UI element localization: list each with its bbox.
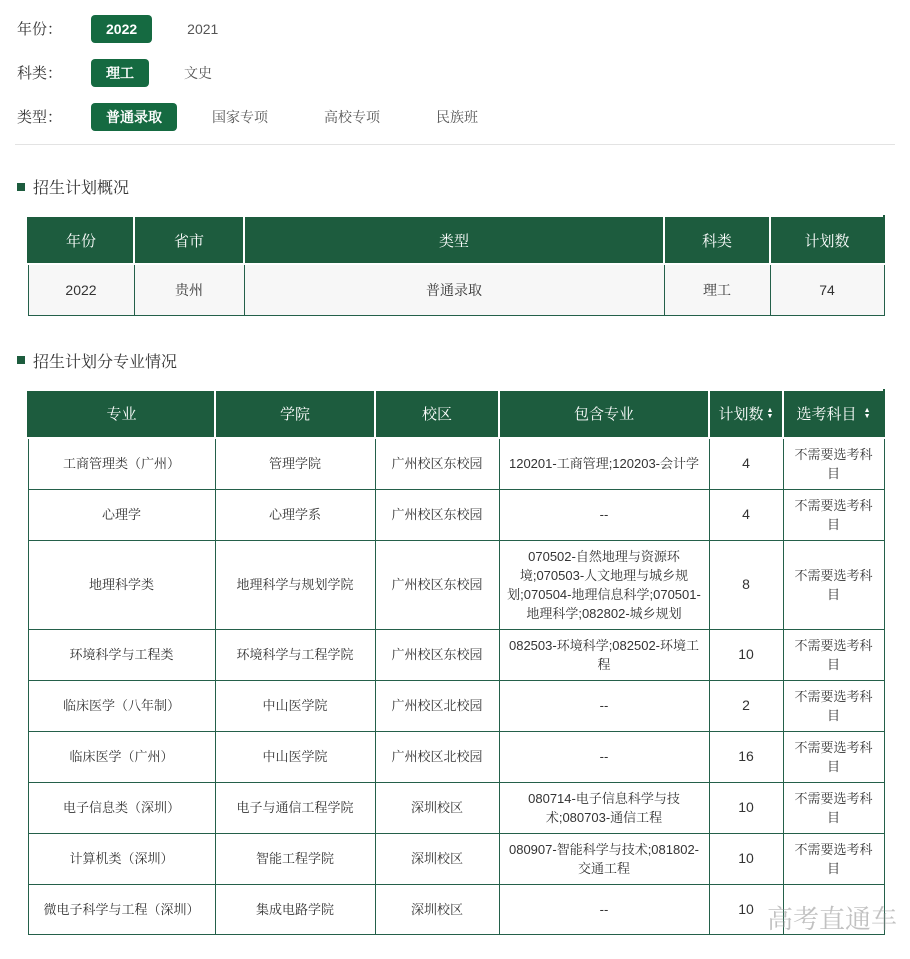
- category-filter-label: 科类：: [17, 65, 63, 82]
- cell-college: 管理学院: [215, 438, 375, 490]
- cell-campus: 广州校区东校园: [375, 540, 499, 629]
- table-row: [28, 489, 884, 540]
- table-row: [28, 731, 884, 782]
- cell-plan-count: 4: [709, 489, 783, 540]
- cell-campus: 深圳校区: [375, 782, 499, 833]
- cell-college: 中山医学院: [215, 731, 375, 782]
- majors-header-college: 学院: [215, 390, 375, 438]
- cell-exam-subjects: 不需要选考科目: [783, 438, 884, 490]
- filter-option-minority-class[interactable]: 民族班: [421, 103, 493, 131]
- summary-cell-province: 贵州: [134, 264, 244, 315]
- summary-table-row: [28, 264, 884, 315]
- cell-included-majors: --: [499, 731, 709, 782]
- square-bullet-icon: [17, 356, 25, 364]
- cell-plan-count: 10: [709, 884, 783, 934]
- majors-header-exam-subjects-label: 选考科目: [796, 406, 857, 423]
- cell-campus: 广州校区北校园: [375, 731, 499, 782]
- cell-included-majors: 080907-智能科学与技术;081802-交通工程: [499, 833, 709, 884]
- summary-header-type: 类型: [244, 216, 664, 264]
- majors-header-major: 专业: [28, 390, 215, 438]
- cell-major: 临床医学（广州）: [28, 731, 215, 782]
- table-row: [28, 680, 884, 731]
- table-row: [28, 438, 884, 490]
- summary-cell-year: 2022: [28, 264, 134, 315]
- summary-header-year: 年份: [28, 216, 134, 264]
- filter-row-category: [17, 56, 910, 89]
- table-row: [28, 540, 884, 629]
- filter-option-liberal-arts[interactable]: 文史: [169, 59, 227, 87]
- cell-plan-count: 10: [709, 782, 783, 833]
- cell-plan-count: 2: [709, 680, 783, 731]
- cell-exam-subjects: 不需要选考科目: [783, 680, 884, 731]
- majors-header-exam-subjects-sort[interactable]: [783, 390, 884, 438]
- majors-header-included-majors: 包含专业: [499, 390, 709, 438]
- cell-included-majors: --: [499, 680, 709, 731]
- cell-major: 地理科学类: [28, 540, 215, 629]
- cell-included-majors: 120201-工商管理;120203-会计学: [499, 438, 709, 490]
- cell-major: 计算机类（深圳）: [28, 833, 215, 884]
- site-watermark: 高考直通车: [767, 904, 898, 934]
- cell-major: 工商管理类（广州）: [28, 438, 215, 490]
- cell-plan-count: 10: [709, 629, 783, 680]
- cell-college: 环境科学与工程学院: [215, 629, 375, 680]
- majors-section-title: [17, 349, 910, 372]
- cell-exam-subjects: 不需要选考科目: [783, 782, 884, 833]
- cell-included-majors: 082503-环境科学;082502-环境工程: [499, 629, 709, 680]
- cell-college: 中山医学院: [215, 680, 375, 731]
- cell-plan-count: 4: [709, 438, 783, 490]
- filter-row-year: [17, 12, 910, 45]
- cell-campus: 广州校区东校园: [375, 489, 499, 540]
- majors-header-campus: 校区: [375, 390, 499, 438]
- table-row: [28, 782, 884, 833]
- filter-option-regular-admission[interactable]: 普通录取: [91, 103, 177, 131]
- filter-option-science[interactable]: 理工: [91, 59, 149, 87]
- filter-option-year-2021[interactable]: 2021: [172, 15, 233, 43]
- sort-arrows-icon: ▲ ▼: [766, 407, 774, 421]
- cell-plan-count: 8: [709, 540, 783, 629]
- filter-row-type: [17, 100, 910, 133]
- cell-campus: 广州校区东校园: [375, 629, 499, 680]
- cell-campus: 深圳校区: [375, 833, 499, 884]
- table-row: [28, 833, 884, 884]
- cell-major: 微电子科学与工程（深圳）: [28, 884, 215, 934]
- cell-college: 集成电路学院: [215, 884, 375, 934]
- majors-section-title-text: 招生计划分专业情况: [33, 353, 178, 371]
- cell-included-majors: 070502-自然地理与资源环境;070503-人文地理与城乡规划;070504-地理信息科学;070501-地理科学;082802-城乡规划: [499, 540, 709, 629]
- filter-panel: [0, 0, 910, 133]
- type-filter-label: 类型：: [17, 109, 63, 126]
- summary-cell-category: 理工: [664, 264, 770, 315]
- summary-table-header-row: [28, 216, 884, 264]
- cell-major: 环境科学与工程类: [28, 629, 215, 680]
- summary-header-province: 省市: [134, 216, 244, 264]
- majors-header-plan-count-label: 计划数: [718, 406, 764, 423]
- summary-header-plan-count: 计划数: [770, 216, 884, 264]
- filter-option-national-special[interactable]: 国家专项: [197, 103, 283, 131]
- summary-section-title-text: 招生计划概况: [33, 180, 130, 197]
- cell-campus: 深圳校区: [375, 884, 499, 934]
- filter-option-year-2022[interactable]: 2022: [91, 15, 152, 43]
- cell-major: 电子信息类（深圳）: [28, 782, 215, 833]
- cell-exam-subjects: 不需要选考科目: [783, 833, 884, 884]
- majors-header-plan-count-sort[interactable]: [709, 390, 783, 438]
- cell-exam-subjects: 不需要选考科目: [783, 540, 884, 629]
- square-bullet-icon: [17, 183, 25, 191]
- cell-plan-count: 10: [709, 833, 783, 884]
- cell-included-majors: --: [499, 489, 709, 540]
- cell-college: 心理学系: [215, 489, 375, 540]
- table-row: [28, 629, 884, 680]
- summary-table: [27, 215, 885, 316]
- summary-cell-type: 普通录取: [244, 264, 664, 315]
- cell-college: 智能工程学院: [215, 833, 375, 884]
- majors-table: [27, 389, 885, 935]
- cell-campus: 广州校区北校园: [375, 680, 499, 731]
- summary-cell-plan-count: 74: [770, 264, 884, 315]
- cell-exam-subjects: 不需要选考科目: [783, 489, 884, 540]
- cell-exam-subjects: [783, 884, 884, 934]
- cell-college: 地理科学与规划学院: [215, 540, 375, 629]
- cell-major: 心理学: [28, 489, 215, 540]
- sort-arrows-icon: ▲ ▼: [863, 407, 871, 421]
- majors-table-header-row: [28, 390, 884, 438]
- cell-plan-count: 16: [709, 731, 783, 782]
- cell-campus: 广州校区东校园: [375, 438, 499, 490]
- cell-included-majors: 080714-电子信息科学与技术;080703-通信工程: [499, 782, 709, 833]
- year-filter-label: 年份：: [17, 21, 63, 38]
- divider: [15, 144, 895, 145]
- table-row: [28, 884, 884, 934]
- cell-major: 临床医学（八年制）: [28, 680, 215, 731]
- summary-header-category: 科类: [664, 216, 770, 264]
- cell-included-majors: --: [499, 884, 709, 934]
- filter-option-university-special[interactable]: 高校专项: [309, 103, 395, 131]
- cell-exam-subjects: 不需要选考科目: [783, 629, 884, 680]
- cell-exam-subjects: 不需要选考科目: [783, 731, 884, 782]
- summary-section-title: [17, 175, 910, 198]
- cell-college: 电子与通信工程学院: [215, 782, 375, 833]
